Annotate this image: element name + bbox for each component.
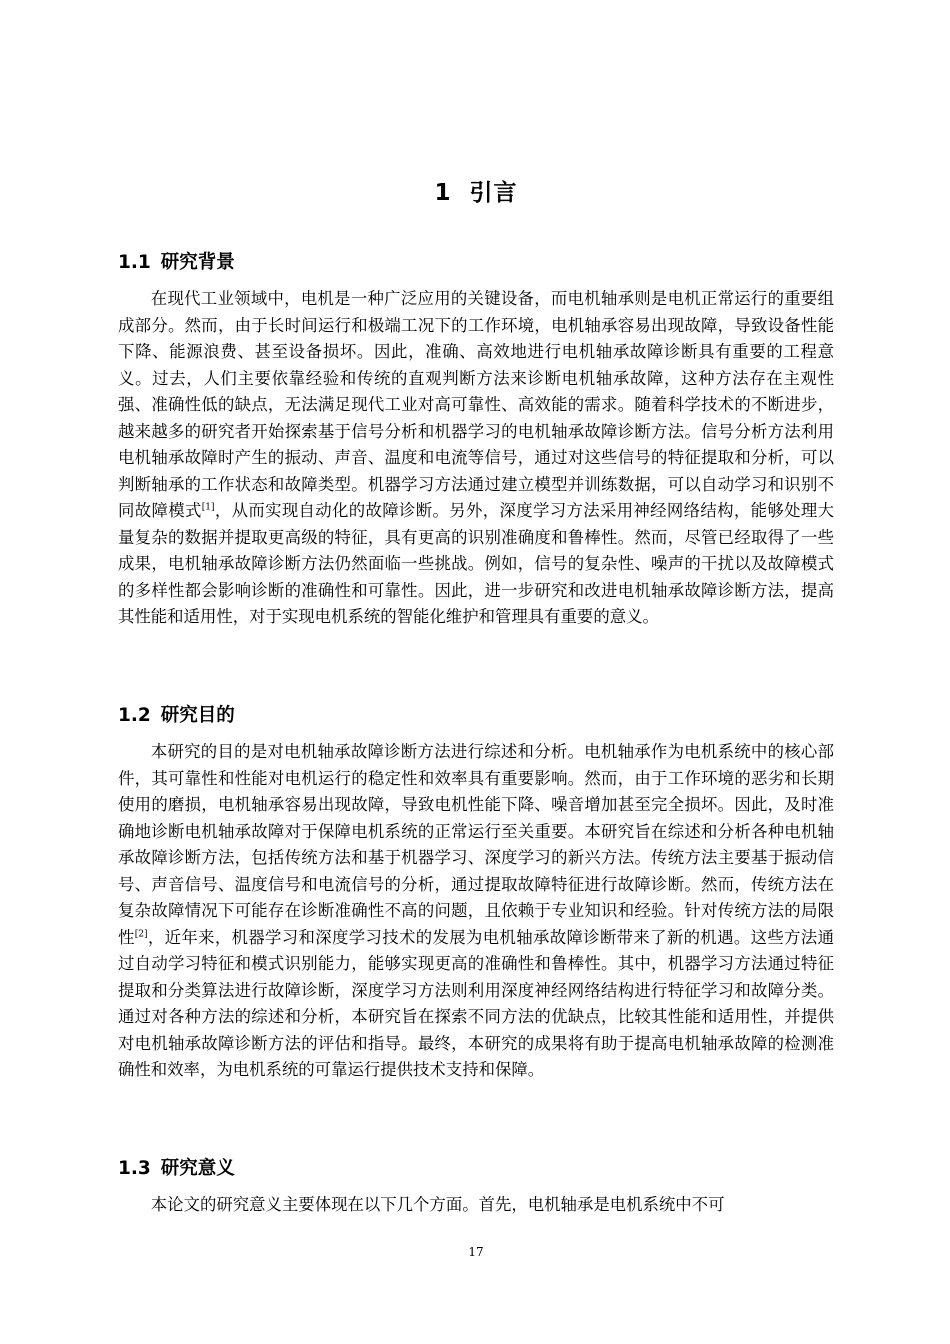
section-heading-1-3 xyxy=(118,1154,235,1184)
chapter-number: 1 xyxy=(434,180,452,206)
chapter-title xyxy=(118,174,834,207)
section-paragraph-background: 在现代工业领域中，电机是一种广泛应用的关键设备，而电机轴承则是电机正常运行的重要组成部分。然而，由于长时间运行和极端工况下的工作环境，电机轴承容易出现故障，导致设备性能下降、能源浪费、甚至设备损坏。因此，准确、高效地进行电机轴承故障诊断具有重要的工程意义。过去，人们主要依靠经验和传统的直观判断方法来诊断电机轴承故障，这种方法存在主观性强、准确性低的缺点，无法满足现代工业对高可靠性、高效能的需求。随着科学技术的不断进步，越来越多的研究者开始探索基于信号分析和机器学习的电机轴承故障诊断方法。信号分析方法利用电机轴承故障时产生的振动、声音、温度和电流等信号，通过对这些信号的特征提取和分析，可以判断轴承的工作状态和故障类型。机器学习方法通过建立模型并训练数据，可以自动学习和识别不同故障模式[1]，从而实现自动化的故障诊断。另外，深度学习方法采用神经网络结构，能够处理大量复杂的数据并提取更高级的特征，具有更高的识别准确度和鲁棒性。然而，尽管已经取得了一些成果，电机轴承故障诊断方法仍然面临一些挑战。例如，信号的复杂性、噪声的干扰以及故障模式的多样性都会影响诊断的准确性和可靠性。因此，进一步研究和改进电机轴承故障诊断方法，提高其性能和适用性，对于实现电机系统的智能化维护和管理具有重要的意义。 xyxy=(118,289,835,626)
paper-page xyxy=(118,0,834,1344)
section-paragraph-purpose: 本研究的目的是对电机轴承故障诊断方法进行综述和分析。电机轴承作为电机系统中的核心部件，其可靠性和性能对电机运行的稳定性和效率具有重要影响。然而，由于工作环境的恶劣和长期使用的磨损，电机轴承容易出现故障，导致电机性能下降、噪音增加甚至完全损坏。因此，及时准确地诊断电机轴承故障对于保障电机系统的正常运行至关重要。本研究旨在综述和分析各种电机轴承故障诊断方法，包括传统方法和基于机器学习、深度学习的新兴方法。传统方法主要基于振动信号、声音信号、温度信号和电流信号的分析，通过提取故障特征进行故障诊断。然而，传统方法在复杂故障情况下可能存在诊断准确性不高的问题，且依赖于专业知识和经验。针对传统方法的局限性[2]，近年来，机器学习和深度学习技术的发展为电机轴承故障诊断带来了新的机遇。这些方法通过自动学习特征和模式识别能力，能够实现更高的准确性和鲁棒性。其中，机器学习方法通过特征提取和分类算法进行故障诊断，深度学习方法则利用深度神经网络结构进行特征学习和故障分类。通过对各种方法的综述和分析，本研究旨在探索不同方法的优缺点，比较其性能和适用性，并提供对电机轴承故障诊断方法的评估和指导。最终，本研究的成果将有助于提高电机轴承故障的检测准确性和效率，为电机系统的可靠运行提供技术支持和保障。 xyxy=(118,742,835,1079)
section-title: 研究目的 xyxy=(160,705,235,726)
citation-ref-2: [2] xyxy=(134,929,148,940)
section-number: 1.2 xyxy=(118,705,151,726)
section-title: 研究意义 xyxy=(160,1158,235,1179)
page-number: 17 xyxy=(468,1245,484,1259)
section-number: 1.1 xyxy=(118,252,151,273)
section-heading-1-1 xyxy=(118,248,235,278)
citation-ref-1: [1] xyxy=(201,502,215,513)
section-number: 1.3 xyxy=(118,1158,151,1179)
section-heading-1-2 xyxy=(118,701,235,731)
section-paragraph-significance: 本论文的研究意义主要体现在以下几个方面。首先，电机轴承是电机系统中不可 xyxy=(150,1195,725,1214)
section-title: 研究背景 xyxy=(160,252,235,273)
chapter-title-text: 引言 xyxy=(469,180,518,206)
